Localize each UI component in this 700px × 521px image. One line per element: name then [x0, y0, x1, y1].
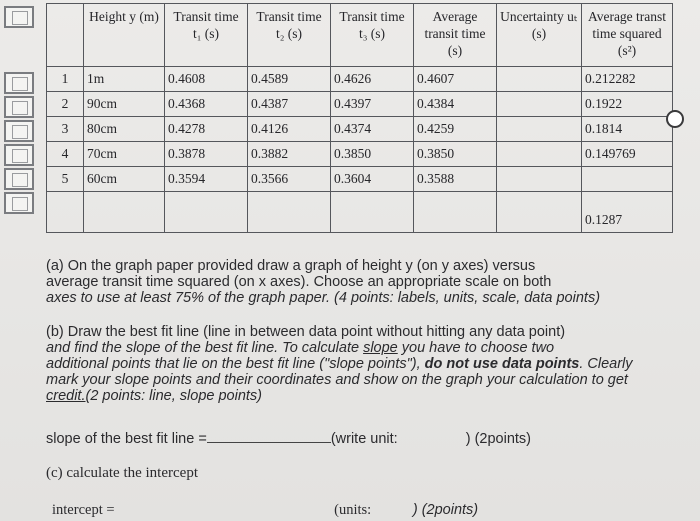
cell-t1[interactable]: 0.3878: [165, 142, 248, 167]
row-index: 2: [47, 92, 84, 117]
cell-height[interactable]: 60cm: [84, 167, 165, 192]
cell-t3[interactable]: [331, 192, 414, 233]
intercept-label: intercept =: [52, 502, 115, 518]
row-index: 4: [47, 142, 84, 167]
question-a-line: (a) On the graph paper provided draw a graph of height y (on y axes) versus: [46, 258, 536, 274]
circle-marker-icon: [666, 110, 684, 128]
header-average: Average transit time (s): [414, 4, 497, 67]
question-b-line: (b) Draw the best fit line (line in between data point without hitting any data point): [46, 324, 566, 340]
row-checkbox[interactable]: [4, 192, 34, 214]
cell-t2[interactable]: 0.3882: [248, 142, 331, 167]
question-b-line: mark your slope points and their coordinates and show on the graph your calculation to get: [46, 372, 628, 388]
row-checkbox[interactable]: [4, 168, 34, 190]
row-checkbox[interactable]: [4, 6, 34, 28]
cell-t3[interactable]: 0.3850: [331, 142, 414, 167]
slope-blank[interactable]: [207, 430, 331, 443]
cell-uncertainty[interactable]: [497, 92, 582, 117]
question-a-line: average transit time squared (on x axes). Choose an appropriate scale on both: [46, 274, 552, 290]
do-not-use-data-points: do not use data points: [424, 356, 580, 372]
slope-underlined: slope: [363, 340, 398, 356]
cell-average[interactable]: 0.3588: [414, 167, 497, 192]
cell-uncertainty[interactable]: [497, 117, 582, 142]
intercept-points: ) (2points): [412, 502, 479, 518]
cell-average[interactable]: 0.3850: [414, 142, 497, 167]
cell-t3[interactable]: 0.4626: [331, 67, 414, 92]
cell-average[interactable]: [414, 192, 497, 233]
row-index: [47, 192, 84, 233]
cell-t2[interactable]: [248, 192, 331, 233]
cell-t2[interactable]: 0.3566: [248, 167, 331, 192]
cell-squared[interactable]: 0.1922: [582, 92, 673, 117]
cell-height[interactable]: 80cm: [84, 117, 165, 142]
index-header: [47, 4, 84, 67]
question-b-text: . Clearly: [579, 356, 633, 372]
cell-t1[interactable]: 0.4278: [165, 117, 248, 142]
cell-squared[interactable]: 0.149769: [582, 142, 673, 167]
credit-underlined: credit.: [46, 388, 86, 404]
cell-squared[interactable]: [582, 167, 673, 192]
row-checkbox[interactable]: [4, 144, 34, 166]
header-squared: Average transt time squared (s²): [582, 4, 673, 67]
header-uncertainty: Uncertainty uₜ (s): [497, 4, 582, 67]
question-b: [46, 324, 656, 404]
cell-height[interactable]: 70cm: [84, 142, 165, 167]
cell-average[interactable]: 0.4259: [414, 117, 497, 142]
table-row: [47, 117, 673, 142]
cell-t2[interactable]: 0.4387: [248, 92, 331, 117]
cell-t3[interactable]: 0.3604: [331, 167, 414, 192]
row-index: 5: [47, 167, 84, 192]
cell-t1[interactable]: 0.4608: [165, 67, 248, 92]
table-row: [47, 192, 673, 233]
cell-t3[interactable]: 0.4397: [331, 92, 414, 117]
cell-t1[interactable]: [165, 192, 248, 233]
question-a-line: axes to use at least 75% of the graph paper. (4 points: labels, units, scale, data points): [46, 290, 601, 306]
data-table: [46, 3, 673, 233]
cell-uncertainty[interactable]: [497, 192, 582, 233]
cell-uncertainty[interactable]: [497, 67, 582, 92]
header-t1: Transit time t₁ (s): [165, 4, 248, 67]
cell-t1[interactable]: 0.3594: [165, 167, 248, 192]
cell-t2[interactable]: 0.4589: [248, 67, 331, 92]
cell-height[interactable]: 90cm: [84, 92, 165, 117]
cell-uncertainty[interactable]: [497, 167, 582, 192]
question-b-text: and find the slope of the best fit line. To calculate: [46, 340, 364, 356]
cell-average[interactable]: 0.4607: [414, 67, 497, 92]
table-row: [47, 92, 673, 117]
table-row: [47, 142, 673, 167]
question-c: (c) calculate the intercept: [46, 465, 198, 481]
table-header-row: [47, 4, 673, 67]
header-t3: Transit time t₃ (s): [331, 4, 414, 67]
slope-answer-line: [46, 430, 656, 447]
row-checkbox[interactable]: [4, 96, 34, 118]
cell-height[interactable]: [84, 192, 165, 233]
header-t2: Transit time t₂ (s): [248, 4, 331, 67]
intercept-answer-line: [52, 502, 662, 518]
question-b-line: [46, 356, 656, 372]
question-b-text: (2 points: line, slope points): [85, 388, 263, 404]
row-checkbox[interactable]: [4, 120, 34, 142]
question-b-text: additional points that lie on the best fit line ("slope points"),: [46, 356, 425, 372]
table-row: [47, 67, 673, 92]
row-index: 1: [47, 67, 84, 92]
header-height: Height y (m): [84, 4, 165, 67]
cell-t2[interactable]: 0.4126: [248, 117, 331, 142]
table-row: [47, 167, 673, 192]
cell-height[interactable]: 1m: [84, 67, 165, 92]
cell-average[interactable]: 0.4384: [414, 92, 497, 117]
checkbox-strip: [2, 0, 42, 228]
slope-label: slope of the best fit line =: [46, 431, 207, 447]
cell-squared[interactable]: 0.212282: [582, 67, 673, 92]
question-b-line: [46, 340, 656, 356]
question-b-text: you have to choose two: [397, 340, 555, 356]
slope-unit-label: (write unit:: [330, 431, 398, 447]
slope-points: ) (2points): [465, 431, 532, 447]
cell-squared[interactable]: 0.1814: [582, 117, 673, 142]
cell-t1[interactable]: 0.4368: [165, 92, 248, 117]
question-a: [46, 258, 656, 306]
row-checkbox[interactable]: [4, 72, 34, 94]
cell-t3[interactable]: 0.4374: [331, 117, 414, 142]
intercept-unit-label: (units:: [334, 502, 372, 518]
question-b-line: [46, 388, 656, 404]
row-index: 3: [47, 117, 84, 142]
cell-uncertainty[interactable]: [497, 142, 582, 167]
cell-squared[interactable]: 0.1287: [582, 192, 673, 233]
